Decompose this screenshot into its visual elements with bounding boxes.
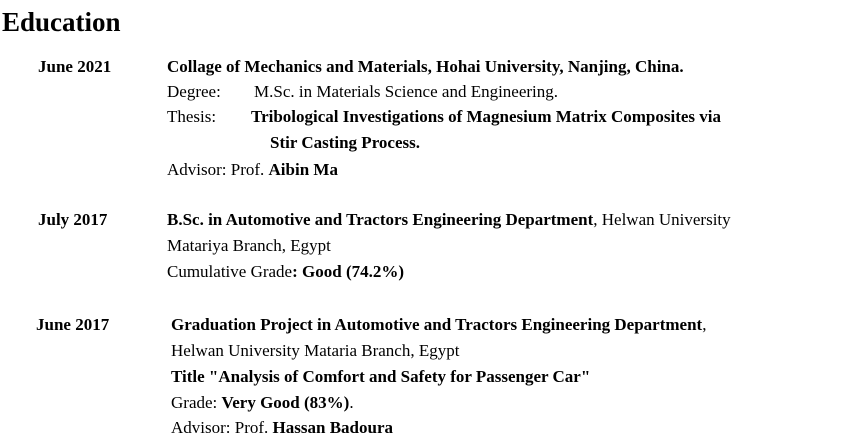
grade-line — [167, 262, 404, 282]
advisor-line — [171, 418, 393, 438]
project-name: Graduation Project in Automotive and Tractors Engineering Department — [171, 315, 703, 334]
thesis-title-line1: Tribological Investigations of Magnesium Matrix Composites via — [251, 107, 721, 126]
degree-value: M.Sc. in Materials Science and Engineering. — [254, 82, 559, 101]
advisor-prefix: Advisor: Prof. — [167, 160, 269, 179]
degree-line — [167, 210, 731, 230]
degree-label: Degree: — [167, 82, 221, 101]
thesis-label: Thesis: — [167, 107, 217, 126]
grade-prefix: Grade: — [171, 393, 222, 412]
degree-name: B.Sc. in Automotive and Tractors Engineering Department — [167, 210, 594, 229]
grade-value: Very Good (83%) — [221, 393, 350, 412]
branch-location: Matariya Branch, Egypt — [167, 236, 331, 255]
advisor-line — [167, 160, 338, 180]
grade-prefix: Cumulative Grade — [167, 262, 293, 281]
project-title: Title "Analysis of Comfort and Safety for Passenger Car" — [171, 367, 591, 386]
institution-name: Collage of Mechanics and Materials, Hohai University, Nanjing, China. — [167, 57, 684, 76]
advisor-name: Aibin Ma — [268, 160, 338, 179]
entry-date: June 2021 — [38, 57, 112, 76]
grade-suffix: . — [349, 393, 354, 412]
advisor-prefix: Advisor: Prof. — [171, 418, 273, 437]
project-line — [171, 315, 706, 335]
university-name: , Helwan University — [593, 210, 731, 229]
entry-date: June 2017 — [36, 315, 110, 334]
grade-value: : Good (74.2%) — [292, 262, 405, 281]
section-title: Education — [2, 7, 121, 37]
entry-date: July 2017 — [38, 210, 108, 229]
project-tail: , — [702, 315, 707, 334]
thesis-title-line2: Stir Casting Process. — [270, 133, 421, 152]
grade-line — [171, 393, 354, 413]
advisor-name: Hassan Badoura — [272, 418, 393, 437]
branch-location: Helwan University Mataria Branch, Egypt — [171, 341, 460, 360]
